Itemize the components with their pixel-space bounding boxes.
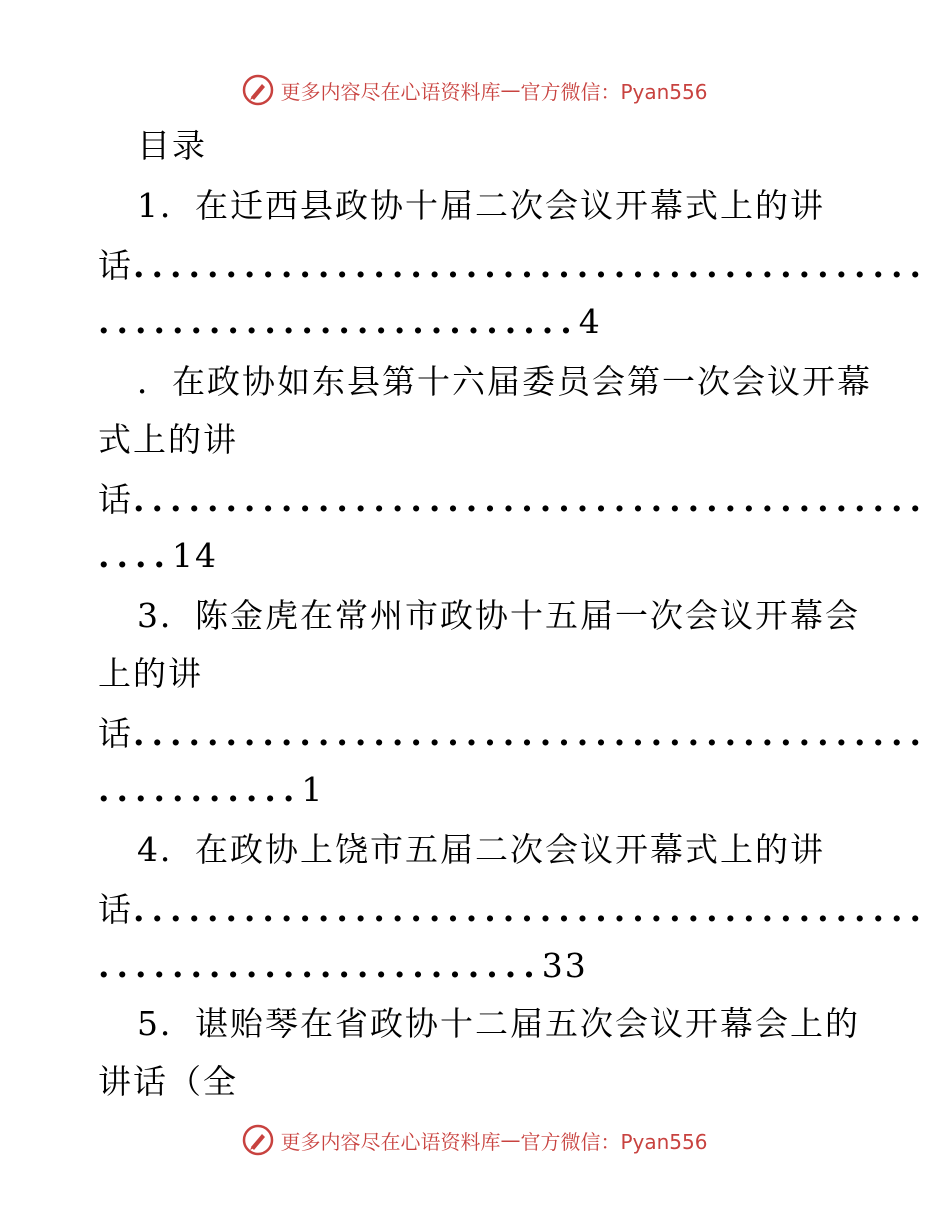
toc-entry-2-heading[interactable]: ．在政协如东县第十六届委员会第一次会议开幕: [137, 362, 872, 401]
banner-text: 更多内容尽在心语资料库: [280, 1129, 501, 1154]
banner-dash: —: [500, 78, 521, 102]
toc-entry-2-page: 14: [171, 536, 218, 575]
toc-entry-4-page: 33: [541, 946, 588, 985]
pen-logo-icon: [242, 74, 274, 106]
toc-entry-4-dots: ...........................................: [133, 890, 929, 929]
toc-entry-3-page-row: [98, 770, 324, 810]
toc-entry-2-heading-cont[interactable]: 式上的讲: [98, 420, 238, 459]
toc-entry-5-heading-cont[interactable]: 讲话（全: [98, 1062, 238, 1101]
toc-entry-3-heading-cont[interactable]: 上的讲: [98, 654, 203, 693]
toc-entry-1-page: 4: [578, 302, 602, 341]
header-banner: [0, 70, 950, 110]
toc-entry-3-heading[interactable]: 3．陈金虎在常州市政协十五届一次会议开幕会: [137, 596, 860, 635]
toc-entry-4-lead-word: 话: [98, 890, 133, 929]
banner-text: 更多内容尽在心语资料库: [280, 79, 501, 104]
toc-entry-1-leader: [98, 246, 928, 286]
toc-entry-3-dots: ...........................................: [133, 714, 929, 753]
toc-entry-3-dots-row2: ...........: [98, 770, 302, 809]
toc-entry-4-page-row: [98, 946, 588, 986]
toc-entry-1-heading[interactable]: 1．在迁西县政协十届二次会议开幕式上的讲: [137, 186, 825, 225]
toc-entry-4-heading[interactable]: 4．在政协上饶市五届二次会议开幕式上的讲: [137, 830, 825, 869]
banner-dash: —: [500, 1128, 521, 1152]
toc-title: 目录: [137, 126, 207, 165]
toc-entry-3-lead-word: 话: [98, 714, 133, 753]
toc-entry-4-leader: [98, 890, 928, 930]
toc-entry-2-dots: ...........................................: [133, 480, 929, 519]
toc-entry-1-dots: ...........................................: [133, 246, 929, 285]
toc-entry-2-lead-word: 话: [98, 480, 133, 519]
toc-entry-3-page: 1: [301, 770, 325, 809]
toc-entry-1-lead-word: 话: [98, 246, 133, 285]
banner-wechat: 官方微信：Pyan556: [520, 79, 708, 104]
toc-entry-1-dots-row2: ..........................: [98, 302, 579, 341]
toc-entry-2-page-row: [98, 536, 218, 576]
toc-entry-2-leader: [98, 480, 928, 520]
toc-entry-1-page-row: [98, 302, 602, 342]
toc-entry-5-heading[interactable]: 5．谌贻琴在省政协十二届五次会议开幕会上的: [137, 1004, 860, 1043]
banner-wechat: 官方微信：Pyan556: [520, 1129, 708, 1154]
footer-banner: [0, 1120, 950, 1160]
pen-logo-icon: [242, 1124, 274, 1156]
toc-entry-3-leader: [98, 714, 928, 754]
toc-entry-4-dots-row2: ........................: [98, 946, 542, 985]
toc-entry-2-dots-row2: ....: [98, 536, 172, 575]
